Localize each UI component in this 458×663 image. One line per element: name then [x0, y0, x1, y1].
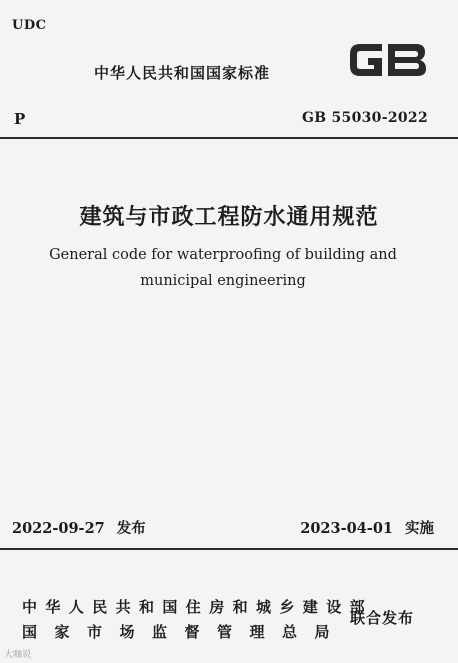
implement-date-block: [300, 517, 434, 538]
title-chinese: 建筑与市政工程防水通用规范: [79, 205, 379, 230]
implement-label: 实施: [405, 521, 434, 537]
national-standard-label: 中华人民共和国国家标准: [94, 64, 271, 82]
gb-logo: [346, 38, 430, 82]
issue-label: 发布: [116, 521, 146, 537]
issue-date-block: [12, 517, 146, 538]
title-english-line2: municipal engineering: [140, 273, 306, 289]
bottom-divider: [0, 548, 458, 550]
standard-number: GB 55030-2022: [301, 110, 428, 126]
classification-code: P: [14, 110, 26, 128]
top-divider: [0, 137, 458, 139]
publisher-line1: 中华人民共和国住房和城乡建设部: [22, 598, 374, 616]
issue-date: 2022-09-27: [12, 520, 105, 537]
publisher-line2: 国家市场监督管理总局: [22, 623, 348, 641]
implement-date: 2023-04-01: [300, 520, 393, 537]
joint-publish-label: 联合发布: [350, 609, 415, 627]
udc-label: UDC: [12, 18, 47, 33]
title-english-line1: General code for waterproofing of building and: [49, 247, 397, 263]
watermark: 大咖说: [4, 650, 32, 660]
